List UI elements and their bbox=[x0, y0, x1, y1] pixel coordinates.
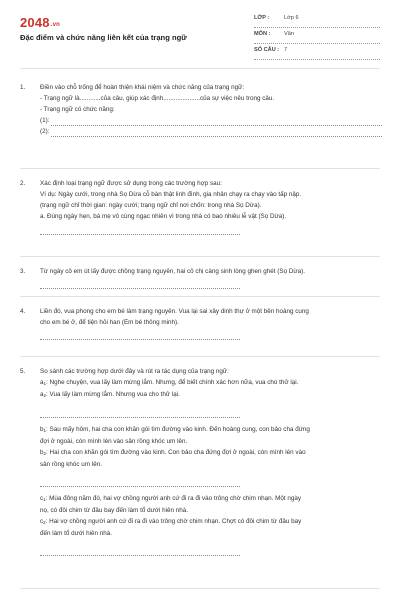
case-c1-cont: nọ, có đôi chim từ đâu bay đến làm tổ dưới hiên nhà. bbox=[40, 507, 189, 514]
answer-line[interactable] bbox=[40, 280, 240, 289]
case-c2-cont: đến làm tổ dưới hiên nhà. bbox=[40, 530, 113, 537]
meta-subject-row bbox=[254, 29, 380, 44]
meta-count-key: SỐ CÂU : bbox=[254, 47, 280, 53]
question-number: 5. bbox=[20, 368, 26, 375]
question-number: 2. bbox=[20, 180, 26, 187]
question-1 bbox=[20, 82, 382, 137]
question-prompt: Điền vào chỗ trống để hoàn thiện khái niệm và chức năng của trạng ngữ: bbox=[40, 84, 245, 91]
answer-line[interactable] bbox=[40, 331, 240, 340]
question-line: cho em bé ở, để tiện hỏi han (Em bé thông minh). bbox=[40, 319, 179, 326]
example-line: (trạng ngữ chỉ thời gian: ngày cưới; trạng ngữ chỉ nơi chốn: trong nhà Sọ Dừa). bbox=[40, 202, 262, 209]
answer-label: (1): bbox=[40, 117, 50, 124]
meta-subject-key: MÔN : bbox=[254, 31, 271, 37]
question-divider bbox=[20, 296, 380, 297]
case-b2-cont: sân rồng khóc um lên. bbox=[40, 461, 102, 468]
question-number: 4. bbox=[20, 308, 26, 315]
worksheet-header bbox=[0, 0, 400, 62]
answer-line[interactable] bbox=[40, 478, 240, 487]
question-prompt: So sánh các trường hợp dưới đây và rút ra tác dụng của trạng ngữ: bbox=[40, 368, 229, 375]
question-line: - Trạng ngữ có chức năng: bbox=[40, 106, 115, 113]
case-c1: $c_1$: Mùa đông năm đó, hai vợ chồng người anh cứ đi ra đi vào trông chờ chim nhạn. Một ngày bbox=[40, 495, 302, 502]
answer-line[interactable] bbox=[40, 115, 382, 126]
question-prompt: Từ ngày cô em út lấy được chồng trạng nguyên, hai cô chị càng sinh lòng ghen ghét (Sọ Dừa). bbox=[40, 268, 305, 275]
case-b2: $b_2$: Hai cha con khăn gói tìm đường vào kinh. Con bảo cha đứng đợi ở ngoài, còn mình lén vào bbox=[40, 449, 306, 456]
case-a1: $a_1$: Nghe chuyện, vua lấy làm mừng lắm. Nhưng, để biết chính xác hơn nữa, vua cho thử lại. bbox=[40, 379, 299, 386]
question-divider bbox=[20, 168, 380, 169]
answer-line[interactable] bbox=[40, 226, 240, 235]
question-divider bbox=[20, 256, 380, 257]
question-number: 1. bbox=[20, 84, 26, 91]
meta-count-value: 7 bbox=[284, 47, 288, 53]
case-b1: $b_1$: Sau mấy hôm, hai cha con khăn gói tìm đường vào kinh. Đến hoàng cung, con bảo cha đứng bbox=[40, 426, 310, 433]
question-5 bbox=[20, 366, 382, 560]
answer-line[interactable] bbox=[40, 409, 240, 418]
question-number: 3. bbox=[20, 268, 26, 275]
meta-count-row bbox=[254, 45, 380, 60]
question-item: a. Đúng ngày hẹn, bà mẹ vô cùng ngạc nhiên vì trong nhà có bao nhiêu lễ vật (Sọ Dừa). bbox=[40, 213, 287, 220]
question-line: Liền đó, vua phong cho em bé làm trạng nguyên. Vua lại sai xây dinh thự ở một bên hoàng cung bbox=[40, 308, 309, 315]
question-divider bbox=[20, 356, 380, 357]
logo-domain: .vn bbox=[50, 22, 61, 28]
question-4 bbox=[20, 306, 382, 342]
logo-text: 2048 bbox=[20, 15, 50, 30]
answer-line[interactable] bbox=[40, 547, 240, 556]
question-prompt: Xác định loại trạng ngữ được sử dụng trong các trường hợp sau: bbox=[40, 180, 222, 187]
example-line: Ví dụ: Ngày cưới, trong nhà Sọ Dừa cỗ bàn thật linh đình, gia nhân chạy ra chạy vào tấp nập. bbox=[40, 191, 302, 198]
header-divider bbox=[20, 68, 380, 69]
meta-class-row bbox=[254, 13, 380, 28]
answer-line[interactable] bbox=[40, 126, 382, 137]
meta-class-value: Lớp 6 bbox=[284, 15, 299, 21]
page-title: Đặc điểm và chức năng liên kết của trạng ngữ bbox=[20, 33, 187, 42]
meta-subject-value: Văn bbox=[284, 31, 294, 37]
meta-class-key: LỚP : bbox=[254, 15, 270, 21]
case-a2: $a_2$: Vua lấy làm mừng lắm. Nhưng vua cho thử lại. bbox=[40, 391, 180, 398]
answer-label: (2): bbox=[40, 128, 50, 135]
case-c2: $c_2$: Hai vợ chồng người anh cứ đi ra đi vào trông chờ chim nhạn. Chợt có đôi chim từ đâu bay bbox=[40, 518, 302, 525]
site-logo[interactable] bbox=[20, 15, 60, 30]
question-line: - Trạng ngữ là............của câu, giúp xác định.....................của sự việc nêu trong câu. bbox=[40, 95, 275, 102]
question-divider bbox=[20, 588, 380, 589]
question-3 bbox=[20, 266, 382, 291]
question-2 bbox=[20, 178, 382, 237]
case-b1-cont: đợi ở ngoài, còn mình lén vào sân rồng khóc um lên. bbox=[40, 438, 188, 445]
